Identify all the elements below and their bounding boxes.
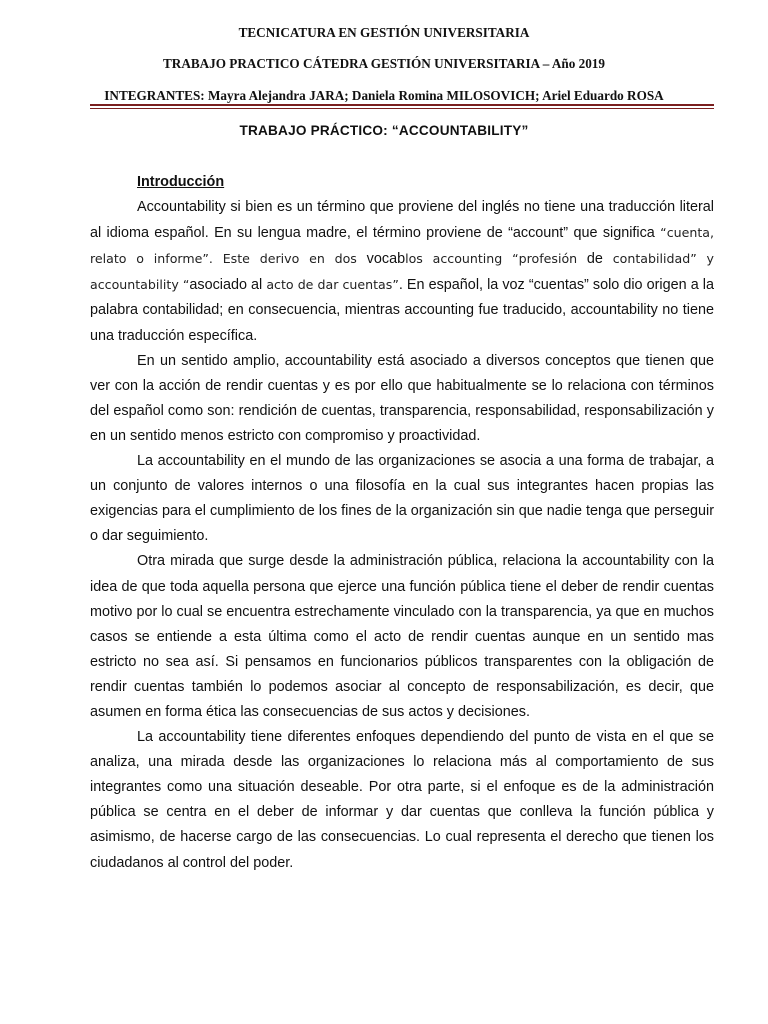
header-divider-thick (90, 104, 714, 106)
document-body (90, 170, 714, 876)
paragraph-1-text-b: “cuenta, relato o informe”. Este derivo en dos (90, 225, 714, 267)
paragraph-1-text-g: asociado al (189, 277, 267, 294)
paragraph-1-text-d: los accounting “profesión (405, 251, 578, 267)
paragraph-4: Otra mirada que surge desde la administración pública, relaciona la accountability con la idea de que toda aquella persona que ejerce una función pública tiene el deber de rendir cuentas motivo por lo cual se encuentra estrechamente vinculado con la transparencia, ya que en muchos casos se entiende a esta última como el acto de rendir cuentas aunque en un sentido mas estricto no sea así. Si pensamos en funcionarios públicos transparentes con la obligación de rendir cuentas también lo podemos asociar al concepto de responsabilización, es decir, que asumen en forma ética las consecuencias de sus actos y decisiones. (90, 553, 714, 720)
paragraph-1 (90, 195, 714, 349)
header-members: INTEGRANTES: Mayra Alejandra JARA; Daniela Romina MILOSOVICH; Ariel Eduardo ROSA (104, 88, 664, 103)
header-divider-thin (90, 108, 714, 109)
paragraph-1-text-a: Accountability si bien es un término que proviene del inglés no tiene una traducción literal al idioma español. En su lengua madre, el término proviene de “account” que significa (90, 199, 714, 242)
paragraph-1-text-e: de (577, 251, 613, 268)
paragraph-2: En un sentido amplio, accountability está asociado a diversos conceptos que tienen que ver con la acción de rendir cuentas y es por ello que habitualmente se lo relaciona con términos del español como son: rendición de cuentas, transparencia, responsabilidad, responsabilización y en un sentido menos estricto con compromiso y proactividad. (90, 352, 714, 444)
paragraph-1-text-h: acto de dar cuentas” (266, 277, 399, 293)
paragraph-1-text-c: vocab (366, 251, 406, 268)
paragraph-1-text-f: contabilidad” y accountability “ (90, 251, 714, 293)
header-course: TRABAJO PRACTICO CÁTEDRA GESTIÓN UNIVERSITARIA – Año 2019 (163, 56, 605, 71)
paragraph-3: La accountability en el mundo de las organizaciones se asocia a una forma de trabajar, a un conjunto de valores internos o una filosofía en la cual sus integrantes hacen propias las exigencias para el cumplimiento de los fines de la organización sin que nadie tenga que perseguir o dar seguimiento. (90, 453, 714, 545)
paragraph-5: La accountability tiene diferentes enfoques dependiendo del punto de vista en el que se analiza, una mirada desde las organizaciones lo relaciona más al comportamiento de sus integrantes como una situación deseable. Por otra parte, si el enfoque es de la administración pública se centra en el deber de informar y dar cuentas que conlleva la función pública y asimismo, de hacerse cargo de las consecuencias. Lo cual representa el derecho que tienen los ciudadanos al control del poder. (90, 729, 714, 871)
document-title: TRABAJO PRÁCTICO: “ACCOUNTABILITY” (239, 123, 529, 138)
section-heading: Introducción (137, 174, 225, 190)
header-institution: TECNICATURA EN GESTIÓN UNIVERSITARIA (238, 25, 530, 40)
paragraph-1-text-i: . En español, la voz “cuentas” solo dio origen a la palabra contabilidad; en consecuencia, mientras accounting fue traducido, accountability no tiene una traducción específica. (90, 277, 714, 344)
